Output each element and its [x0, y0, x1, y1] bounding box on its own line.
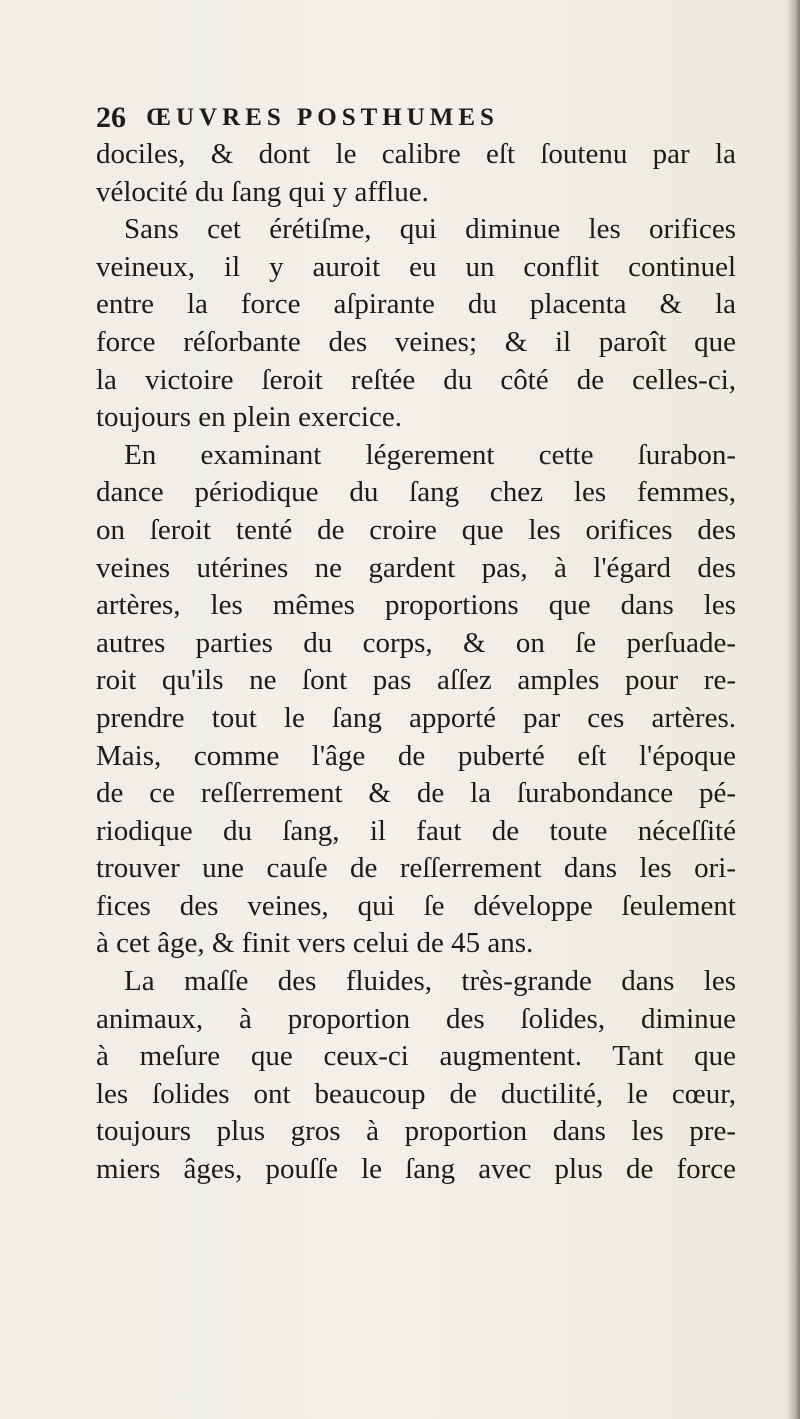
body-text — [96, 136, 736, 1189]
text-line: artères, les mêmes proportions que dans les — [96, 589, 736, 622]
text-line: Sans cet érétiſme, qui diminue les orifices — [124, 213, 736, 246]
text-line: dociles, & dont le calibre eſt ſoutenu par la — [96, 138, 736, 170]
text-line: autres parties du corps, & on ſe perſuade- — [96, 626, 736, 659]
text-line: entre la force aſpirante du placenta & la — [96, 288, 736, 321]
text-line: veines utérines ne gardent pas, à l'égard des — [96, 551, 736, 584]
text-line: veineux, il y auroit eu un conflit continuel — [96, 250, 736, 283]
text-line: trouver une cauſe de reſſerrement dans les ori- — [96, 852, 736, 885]
text-line: La maſſe des fluides, très-grande dans les — [124, 965, 736, 998]
text-line: à meſure que ceux-ci augmentent. Tant que — [96, 1040, 736, 1073]
text-line: fices des veines, qui ſe développe ſeulement — [96, 889, 736, 922]
text-line: animaux, à proportion des ſolides, diminue — [96, 1002, 736, 1035]
text-line: En examinant légerement cette ſurabon- — [124, 438, 736, 471]
running-title: ŒUVRES POSTHUMES — [146, 104, 499, 131]
page-number: 26 — [96, 101, 126, 134]
text-line: vélocité du ſang qui y afflue. — [96, 175, 429, 208]
page-header — [96, 100, 746, 136]
text-line: prendre tout le ſang apporté par ces artères. — [96, 701, 736, 734]
text-line: dance périodique du ſang chez les femmes, — [96, 476, 736, 509]
text-line: toujours plus gros à proportion dans les pre- — [96, 1115, 736, 1148]
text-line: Mais, comme l'âge de puberté eſt l'époque — [96, 739, 736, 772]
text-line: de ce reſſerrement & de la ſurabondance pé- — [96, 777, 736, 810]
text-line: à cet âge, & finit vers celui de 45 ans. — [96, 927, 534, 960]
text-line: riodique du ſang, il faut de toute néceſſité — [96, 814, 736, 847]
text-line: force réſorbante des veines; & il paroît que — [96, 325, 736, 358]
text-line: les ſolides ont beaucoup de ductilité, le cœur, — [96, 1077, 736, 1110]
text-line: la victoire ſeroit reſtée du côté de celles-ci, — [96, 363, 736, 396]
text-line: miers âges, pouſſe le ſang avec plus de force — [96, 1153, 736, 1186]
page-gutter-shadow — [786, 0, 800, 1419]
text-line: toujours en plein exercice. — [96, 401, 402, 434]
text-line: on ſeroit tenté de croire que les orifices des — [96, 513, 736, 546]
text-line: roit qu'ils ne ſont pas aſſez amples pour re- — [96, 664, 736, 697]
